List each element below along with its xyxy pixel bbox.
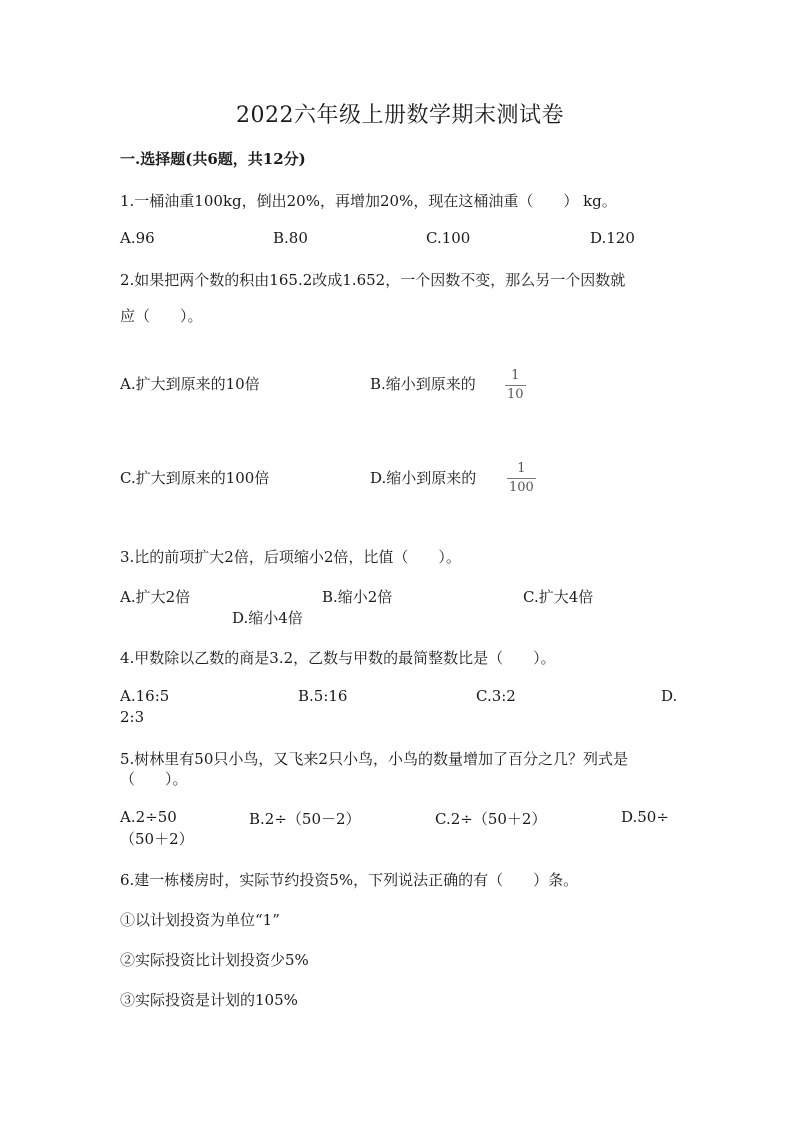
- question-3-stem: 3.比的前项扩大2倍，后项缩小2倍，比值（ ）。: [120, 548, 461, 566]
- question-2-stem-line1: 2.如果把两个数的积由165.2改成1.652，一个因数不变，那么另一个因数就: [120, 271, 626, 289]
- question-1-option-b: B.80: [273, 229, 308, 247]
- question-3-option-a: A.扩大2倍: [120, 588, 191, 606]
- question-6-statement-2: ②实际投资比计划投资少5%: [120, 951, 309, 969]
- fraction-denominator: 10: [507, 387, 524, 402]
- question-3-option-c: C.扩大4倍: [523, 588, 594, 606]
- fraction-numerator: 1: [511, 368, 520, 383]
- question-1-option-c: C.100: [426, 229, 471, 247]
- question-4-option-d-value: 2:3: [120, 708, 145, 726]
- question-4-option-c: C.3:2: [476, 687, 516, 705]
- fraction-bar: [507, 478, 536, 479]
- question-5-option-c: C.2÷（50＋2）: [435, 810, 547, 828]
- page-title: 2022六年级上册数学期末测试卷: [236, 103, 564, 128]
- question-5-option-a: A.2÷50: [120, 808, 177, 826]
- question-2-stem-line2: 应（ ）。: [120, 307, 203, 325]
- question-2-option-c: C.扩大到原来的100倍: [120, 469, 270, 487]
- question-5-option-b: B.2÷（50－2）: [249, 810, 361, 828]
- question-4-option-a: A.16:5: [120, 687, 170, 705]
- question-6-stem: 6.建一栋楼房时，实际节约投资5%，下列说法正确的有（ ）条。: [120, 871, 579, 889]
- question-3-option-b: B.缩小2倍: [322, 588, 393, 606]
- question-4-stem: 4.甲数除以乙数的商是3.2，乙数与甲数的最简整数比是（ ）。: [120, 649, 556, 667]
- section-heading: 一.选择题(共6题，共12分): [120, 150, 306, 168]
- question-5-option-d-value: （50＋2）: [120, 830, 194, 848]
- question-2-option-a: A.扩大到原来的10倍: [120, 375, 260, 393]
- fraction-one-tenth: [505, 369, 526, 401]
- question-1-option-d: D.120: [590, 229, 635, 247]
- question-5-stem-line1: 5.树林里有50只小鸟，又飞来2只小鸟，小鸟的数量增加了百分之几？列式是: [120, 750, 628, 768]
- fraction-denominator: 100: [509, 480, 534, 495]
- question-5-stem-line2: （ ）。: [120, 770, 188, 788]
- fraction-numerator: 1: [517, 461, 526, 476]
- question-6-statement-1: ①以计划投资为单位“1”: [120, 911, 280, 929]
- question-5-option-d-label: D.50÷: [621, 808, 669, 826]
- fraction-one-hundredth: [507, 462, 536, 494]
- question-4-option-b: B.5:16: [298, 687, 348, 705]
- question-6-statement-3: ③实际投资是计划的105%: [120, 991, 298, 1009]
- question-2-option-d: D.缩小到原来的: [370, 469, 477, 487]
- question-2-option-b: B.缩小到原来的: [370, 375, 476, 393]
- question-3-option-d: D.缩小4倍: [232, 609, 303, 627]
- question-4-option-d-label: D.: [661, 687, 678, 705]
- fraction-bar: [505, 385, 526, 386]
- question-1-option-a: A.96: [120, 229, 155, 247]
- question-1-stem: 1.一桶油重100kg，倒出20%，再增加20%，现在这桶油重（ ） kg。: [120, 192, 617, 210]
